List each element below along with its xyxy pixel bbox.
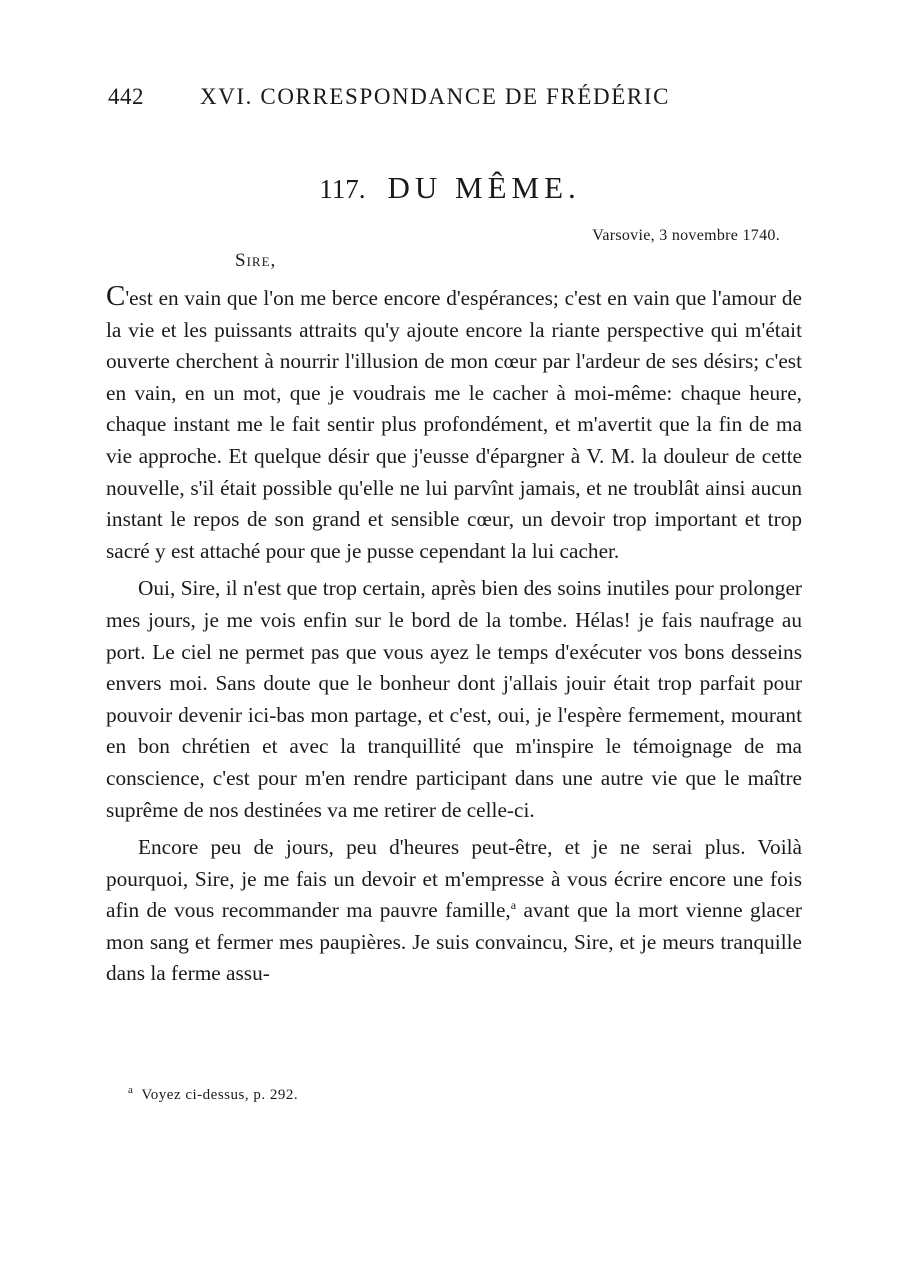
running-head [108,84,748,110]
dateline: Varsovie, 3 novembre 1740. [592,227,780,244]
paragraph-3-text-before-note: Encore peu de jours, peu d'heures peut-être, et je ne serai plus. Voilà pourquoi, Sire, je me fais un devoir et m'empresse à vous écrire encore une fois afin de vous recommander ma pauvre famille, [106,835,802,923]
letter-title: DU MÊME. [387,170,581,205]
paragraph-3-text-after-note: avant que la mort vienne glacer mon sang et fermer mes paupières. Je suis convaincu, Sire, et je meurs tranquille dans la ferme assu- [106,898,802,986]
letter-number: 117. [319,174,366,204]
footnote-mark: a [128,1084,134,1096]
running-title: XVI. CORRESPONDANCE DE FRÉDÉRIC [200,84,671,109]
letter-body [106,280,802,990]
paragraph-2: Oui, Sire, il n'est que trop certain, après bien des soins inutiles pour prolonger mes jours, je me vois enfin sur le bord de la tombe. Hélas! je fais naufrage au port. Le ciel ne permet pas que vous ayez le temps d'exécuter vos bons desseins envers moi. Sans doute que le bonheur dont j'allais jouir était trop parfait pour pouvoir devenir ici-bas mon partage, et c'est, oui, je l'espère fermement, mourant en bon chrétien et avec la tranquillité que m'inspire le témoignage de ma conscience, c'est pour m'en rendre participant dans une autre vie que le maître suprême de nos destinées va me retirer de celle-ci. [106,576,802,822]
footnote-reference: a [510,898,517,913]
page-number: 442 [108,84,144,109]
drop-cap: C [106,280,126,312]
footnote [128,1084,298,1104]
letter-heading [0,170,900,206]
paragraph-1 [106,280,802,567]
footnote-text: Voyez ci-dessus, p. 292. [141,1087,299,1103]
paragraph-1-text: 'est en vain que l'on me berce encore d'espérances; c'est en vain que l'amour de la vie et les puissants attraits qu'y ajoute encore la riante perspective qui m'était ouverte cherchent à nourrir l'illusion de mon cœur par l'ardeur de ses désirs; c'est en vain, en un mot, que je voudrais me le cacher à moi-même: chaque heure, chaque instant me le fait sentir plus profondément, et m'avertit que la fin de ma vie approche. Et quelque désir que j'eusse d'épargner à V. M. la douleur de cette nouvelle, s'il était possible qu'elle ne lui parvînt jamais, et ne troublât ainsi aucun instant le repos de son grand et sensible cœur, un devoir trop important et trop sacré y est attaché pour que je pusse cependant la lui cacher. [106,286,802,563]
salutation: Sire, [235,250,277,271]
paragraph-3 [106,832,802,990]
